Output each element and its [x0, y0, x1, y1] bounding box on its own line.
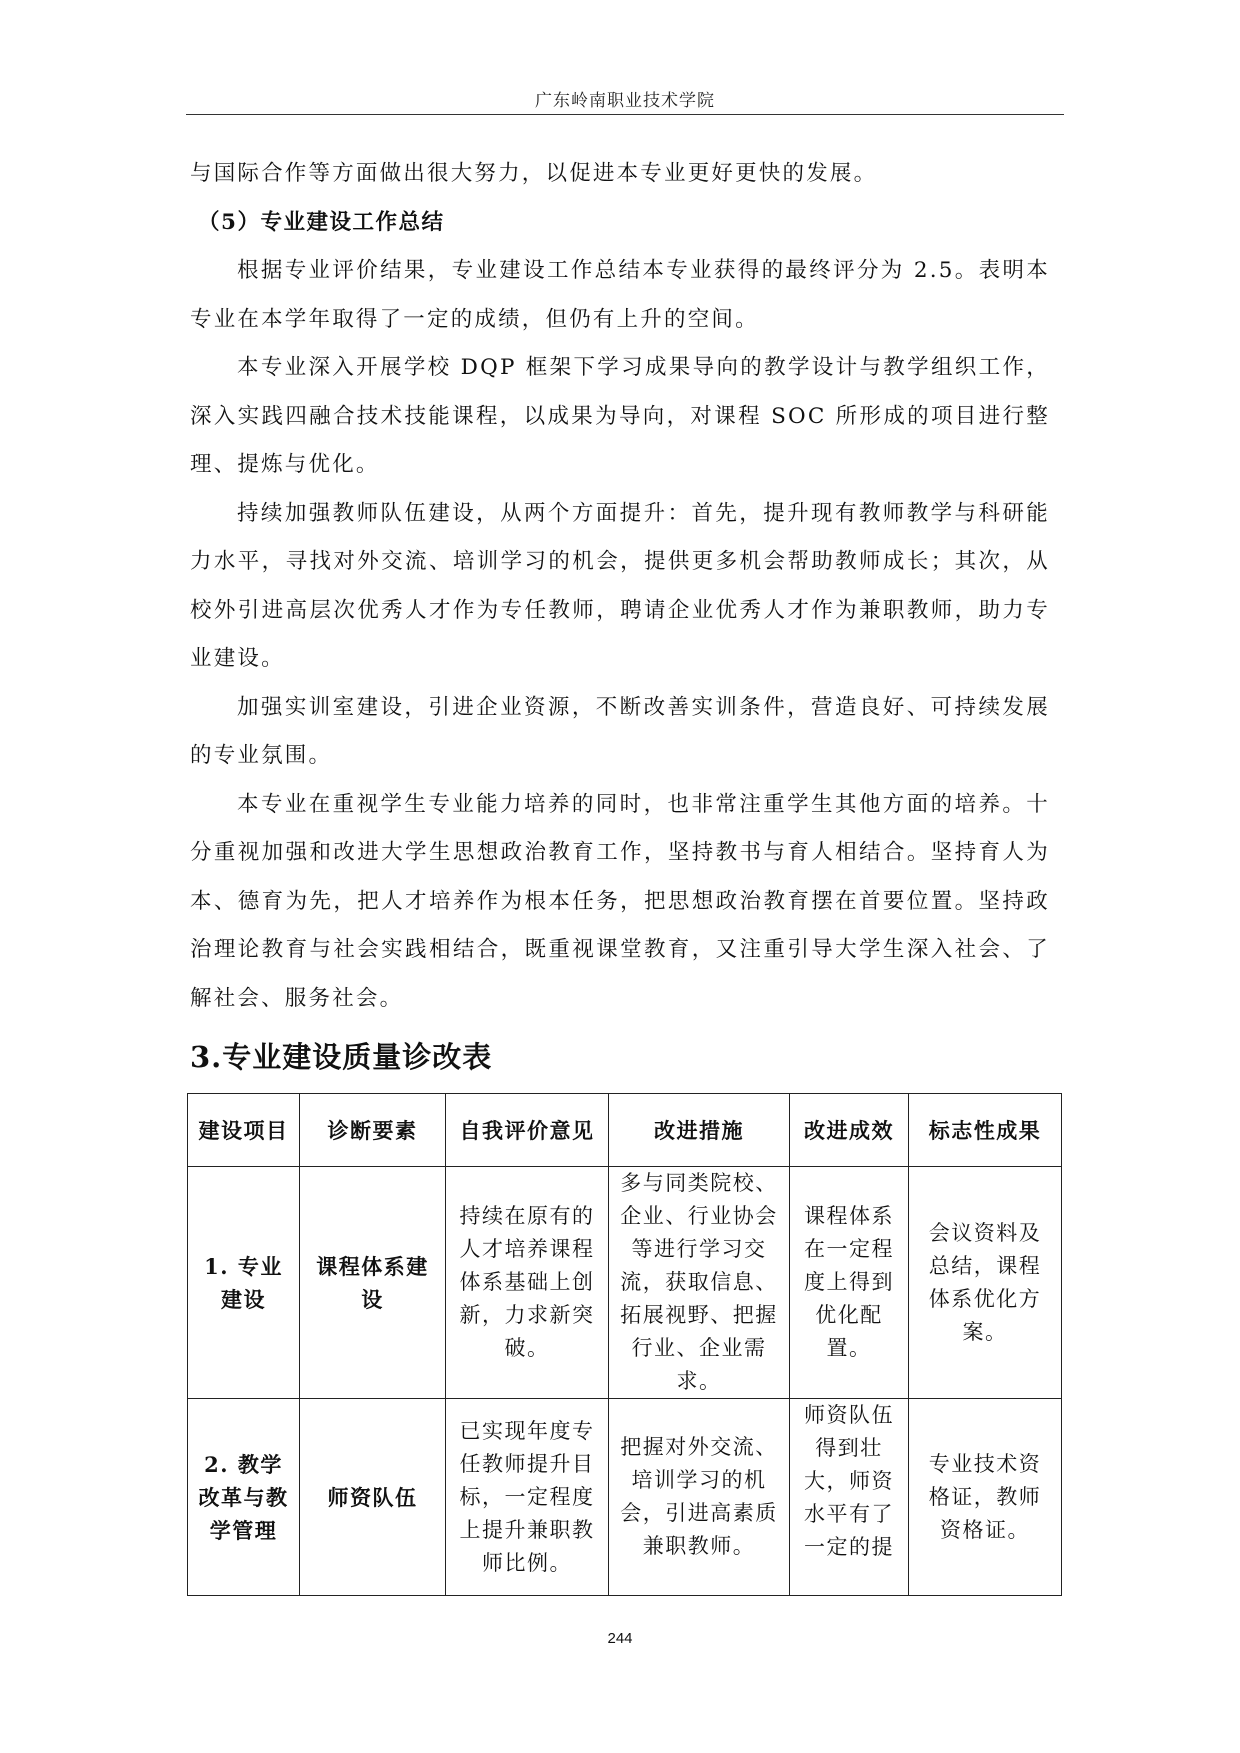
- page-number: 244: [607, 1630, 633, 1647]
- cell-project: 2. 教学改革与教学管理: [188, 1399, 300, 1596]
- cell-element: 课程体系建设: [300, 1167, 446, 1399]
- paragraph-training-rooms: 加强实训室建设，引进企业资源，不断改善实训条件，营造良好、可持续发展的专业氛围。: [190, 694, 1050, 768]
- table-row: [188, 1399, 1062, 1596]
- cell-project: 1. 专业建设: [188, 1167, 300, 1399]
- cell-outcome: 会议资料及总结，课程体系优化方案。: [909, 1167, 1062, 1399]
- paragraph-student-development: 本专业在重视学生专业能力培养的同时，也非常注重学生其他方面的培养。十分重视加强和改进大学生思想政治教育工作，坚持教书与育人相结合。坚持育人为本、德育为先，把人才培养作为根本任务，把思想政治教育摆在首要位置。坚持政治理论教育与社会实践相结合，既重视课堂教育，又注重引导大学生深入社会、了解社会、服务社会。: [190, 791, 1050, 1011]
- cell-measures: 把握对外交流、培训学习的机会，引进高素质兼职教师。: [609, 1399, 790, 1596]
- cell-element: 师资队伍: [300, 1399, 446, 1596]
- header-element: 诊断要素: [300, 1094, 446, 1167]
- table-header-row: [188, 1094, 1062, 1167]
- subsection-heading: （5）专业建设工作总结: [198, 209, 445, 235]
- section-title: 3.专业建设质量诊改表: [190, 1040, 493, 1074]
- cell-outcome: 专业技术资格证，教师资格证。: [909, 1399, 1062, 1596]
- header-measures: 改进措施: [609, 1094, 790, 1167]
- cell-effect: 课程体系在一定程度上得到优化配置。: [790, 1167, 909, 1399]
- header-self-evaluation: 自我评价意见: [446, 1094, 609, 1167]
- paragraph-teachers: 持续加强教师队伍建设，从两个方面提升：首先，提升现有教师教学与科研能力水平，寻找对外交流、培训学习的机会，提供更多机会帮助教师成长；其次，从校外引进高层次优秀人才作为专任教师，聘请企业优秀人才作为兼职教师，助力专业建设。: [190, 500, 1050, 671]
- header-project: 建设项目: [188, 1094, 300, 1167]
- cell-self-evaluation: 持续在原有的人才培养课程体系基础上创新，力求新突破。: [446, 1167, 609, 1399]
- cell-self-evaluation: 已实现年度专任教师提升目标，一定程度上提升兼职教师比例。: [446, 1399, 609, 1596]
- header-outcome: 标志性成果: [909, 1094, 1062, 1167]
- page-header: 广东岭南职业技术学院: [535, 91, 715, 111]
- cell-measures: 多与同类院校、企业、行业协会等进行学习交流，获取信息、拓展视野、把握行业、企业需求。: [609, 1167, 790, 1399]
- table-row: [188, 1167, 1062, 1399]
- header-divider: [186, 114, 1064, 115]
- cell-effect: 师资队伍得到壮大，师资水平有了一定的提: [790, 1399, 909, 1596]
- paragraph-dqp: 本专业深入开展学校 DQP 框架下学习成果导向的教学设计与教学组织工作，深入实践四融合技术技能课程，以成果为导向，对课程 SOC 所形成的项目进行整理、提炼与优化。: [190, 355, 1050, 477]
- diagnosis-table: [187, 1093, 1062, 1596]
- header-effect: 改进成效: [790, 1094, 909, 1167]
- paragraph-continuation: 与国际合作等方面做出很大努力，以促进本专业更好更快的发展。: [190, 161, 878, 186]
- paragraph-summary-score: 根据专业评价结果，专业建设工作总结本专业获得的最终评分为 2.5。表明本专业在本学年取得了一定的成绩，但仍有上升的空间。: [190, 258, 1050, 332]
- body-text: [190, 150, 1050, 1023]
